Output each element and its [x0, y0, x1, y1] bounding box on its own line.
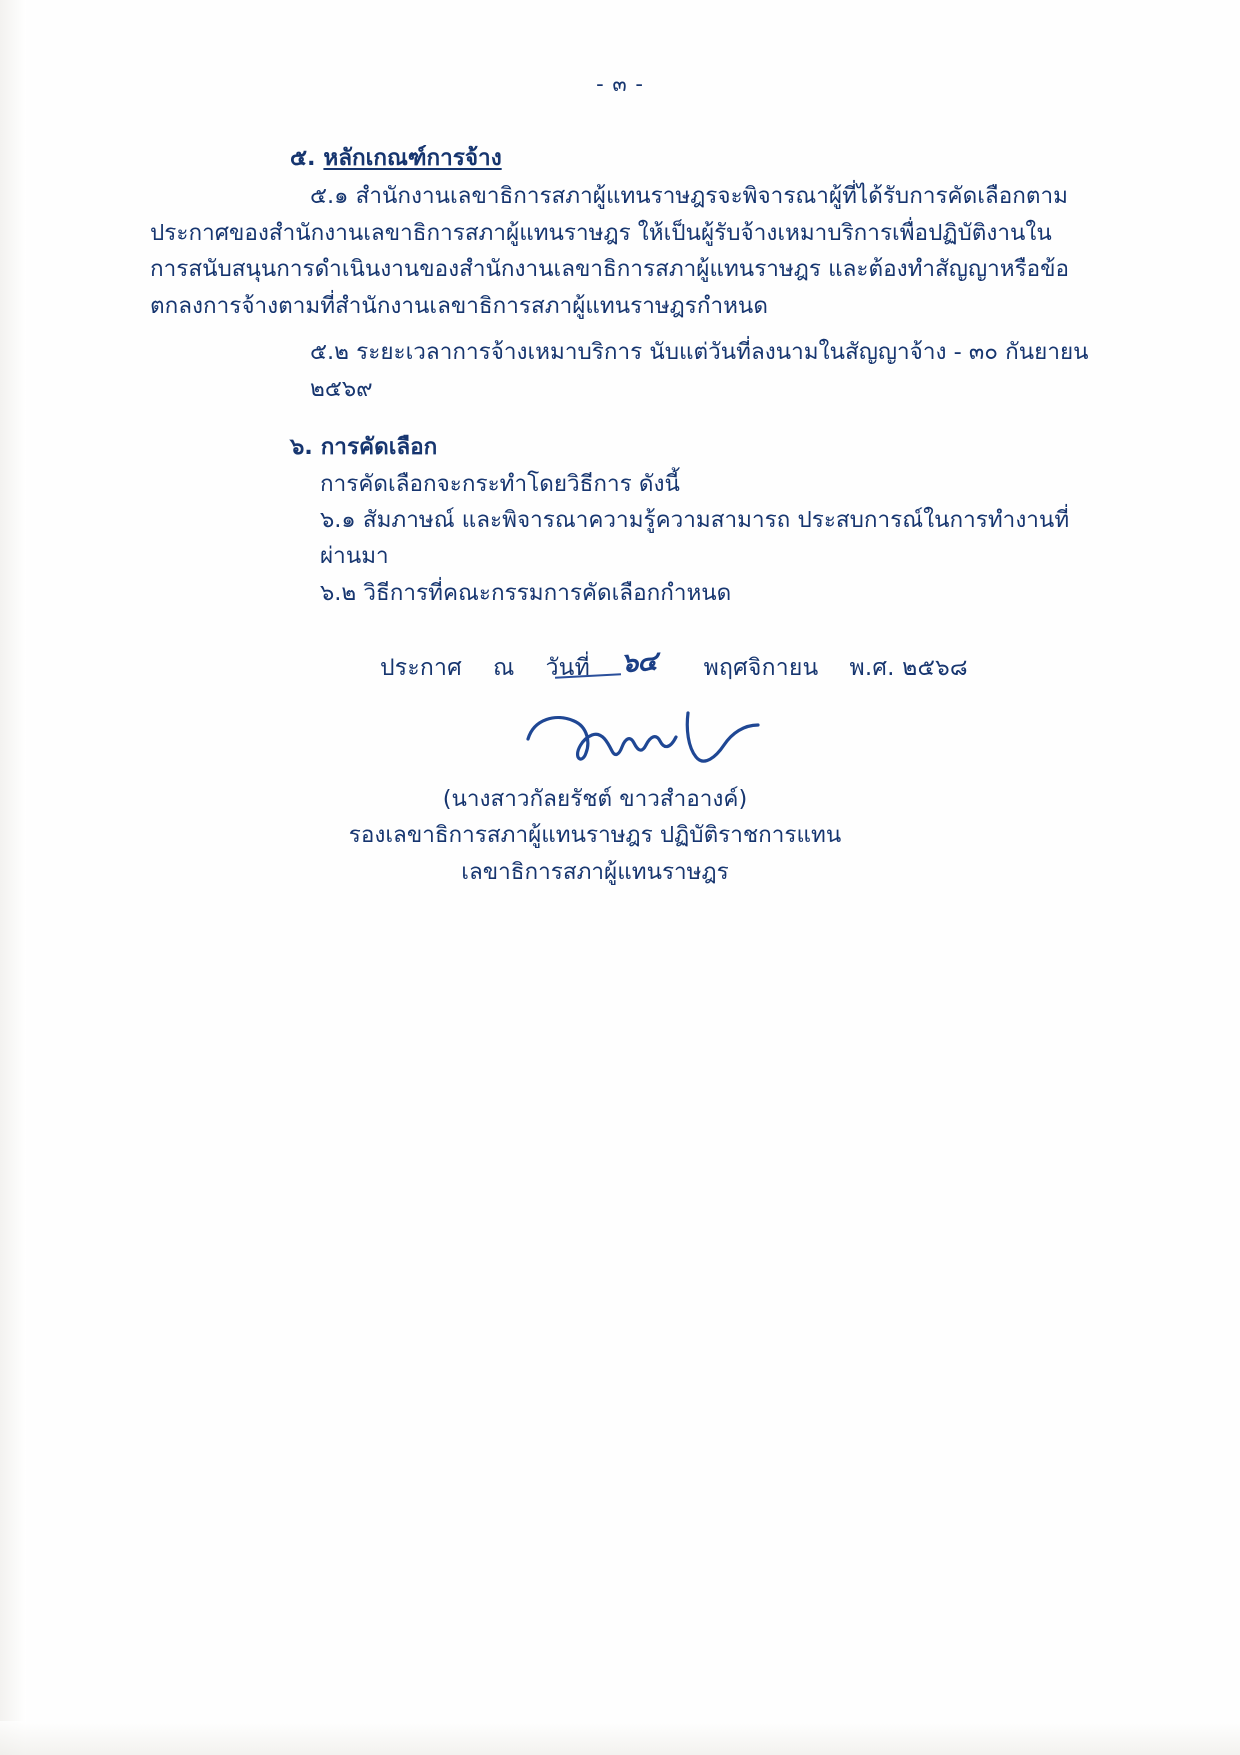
page-number: - ๓ - — [596, 72, 644, 96]
signature-position-1: รองเลขาธิการสภาผู้แทนราษฎร ปฏิบัติราชการแทน — [348, 822, 842, 849]
section-6-title: การคัดเลือก — [320, 434, 438, 461]
announcement-date-label: วันที่ — [545, 655, 590, 682]
announcement-month: พฤศจิกายน — [703, 655, 819, 682]
announcement-at: ณ — [492, 655, 515, 682]
section-6-lead: การคัดเลือกจะกระทำโดยวิธีการ ดังนี้ — [320, 470, 680, 497]
section-5-heading — [150, 140, 1090, 176]
announcement-year: ๒๕๖๘ — [902, 655, 968, 682]
document-body — [150, 140, 1090, 890]
spacer — [150, 324, 1090, 334]
signature-mark — [520, 695, 780, 775]
section-6-item-1: ๖.๑ สัมภาษณ์ และพิจารณาความรู้ความสามารถ ประสบการณ์ในการทำงานที่ผ่านมา — [320, 506, 1070, 570]
section-6-heading — [150, 429, 1090, 465]
section-5-number: ๕. — [290, 145, 316, 171]
announcement-date-handwritten: ๖๔ — [619, 646, 658, 680]
section-5-item-1: ๕.๑ สำนักงานเลขาธิการสภาผู้แทนราษฎรจะพิจารณาผู้ที่ได้รับการคัดเลือกตามประกาศของสำนักงานเลขาธิการสภาผู้แทนราษฎร ให้เป็นผู้รับจ้างเหมาบริการเพื่อปฏิบัติงานในการสนับสนุนการดำเนินงานของสำนักงานเลขาธิการสภาผู้แทนราษฎร และต้องทำสัญญาหรือข้อตกลงการจ้างตามที่สำนักงานเลขาธิการสภาผู้แทนราษฎรกำหนด — [150, 183, 1070, 319]
section-6-item-2: ๖.๒ วิธีการที่คณะกรรมการคัดเลือกกำหนด — [320, 579, 732, 606]
spacer — [150, 407, 1090, 429]
announcement-line — [150, 645, 1090, 689]
section-5-item-2: ๕.๒ ระยะเวลาการจ้างเหมาบริการ นับแต่วันที่ลงนามในสัญญาจ้าง - ๓๐ กันยายน ๒๕๖๙ — [310, 339, 1089, 402]
scan-edge-bottom — [0, 1721, 1240, 1755]
scan-edge-left — [0, 0, 26, 1755]
signature-name: (นางสาวกัลยรัชต์ ขาวสำอางค์) — [442, 785, 748, 812]
announcement-prefix: ประกาศ — [380, 655, 462, 682]
announcement-year-label: พ.ศ. — [849, 655, 895, 682]
spacer — [150, 611, 1090, 645]
section-6-number: ๖. — [290, 434, 313, 461]
section-5-title: หลักเกณฑ์การจ้าง — [323, 145, 502, 171]
signature-position-2: เลขาธิการสภาผู้แทนราษฎร — [461, 858, 729, 885]
signature-area — [150, 689, 1090, 781]
